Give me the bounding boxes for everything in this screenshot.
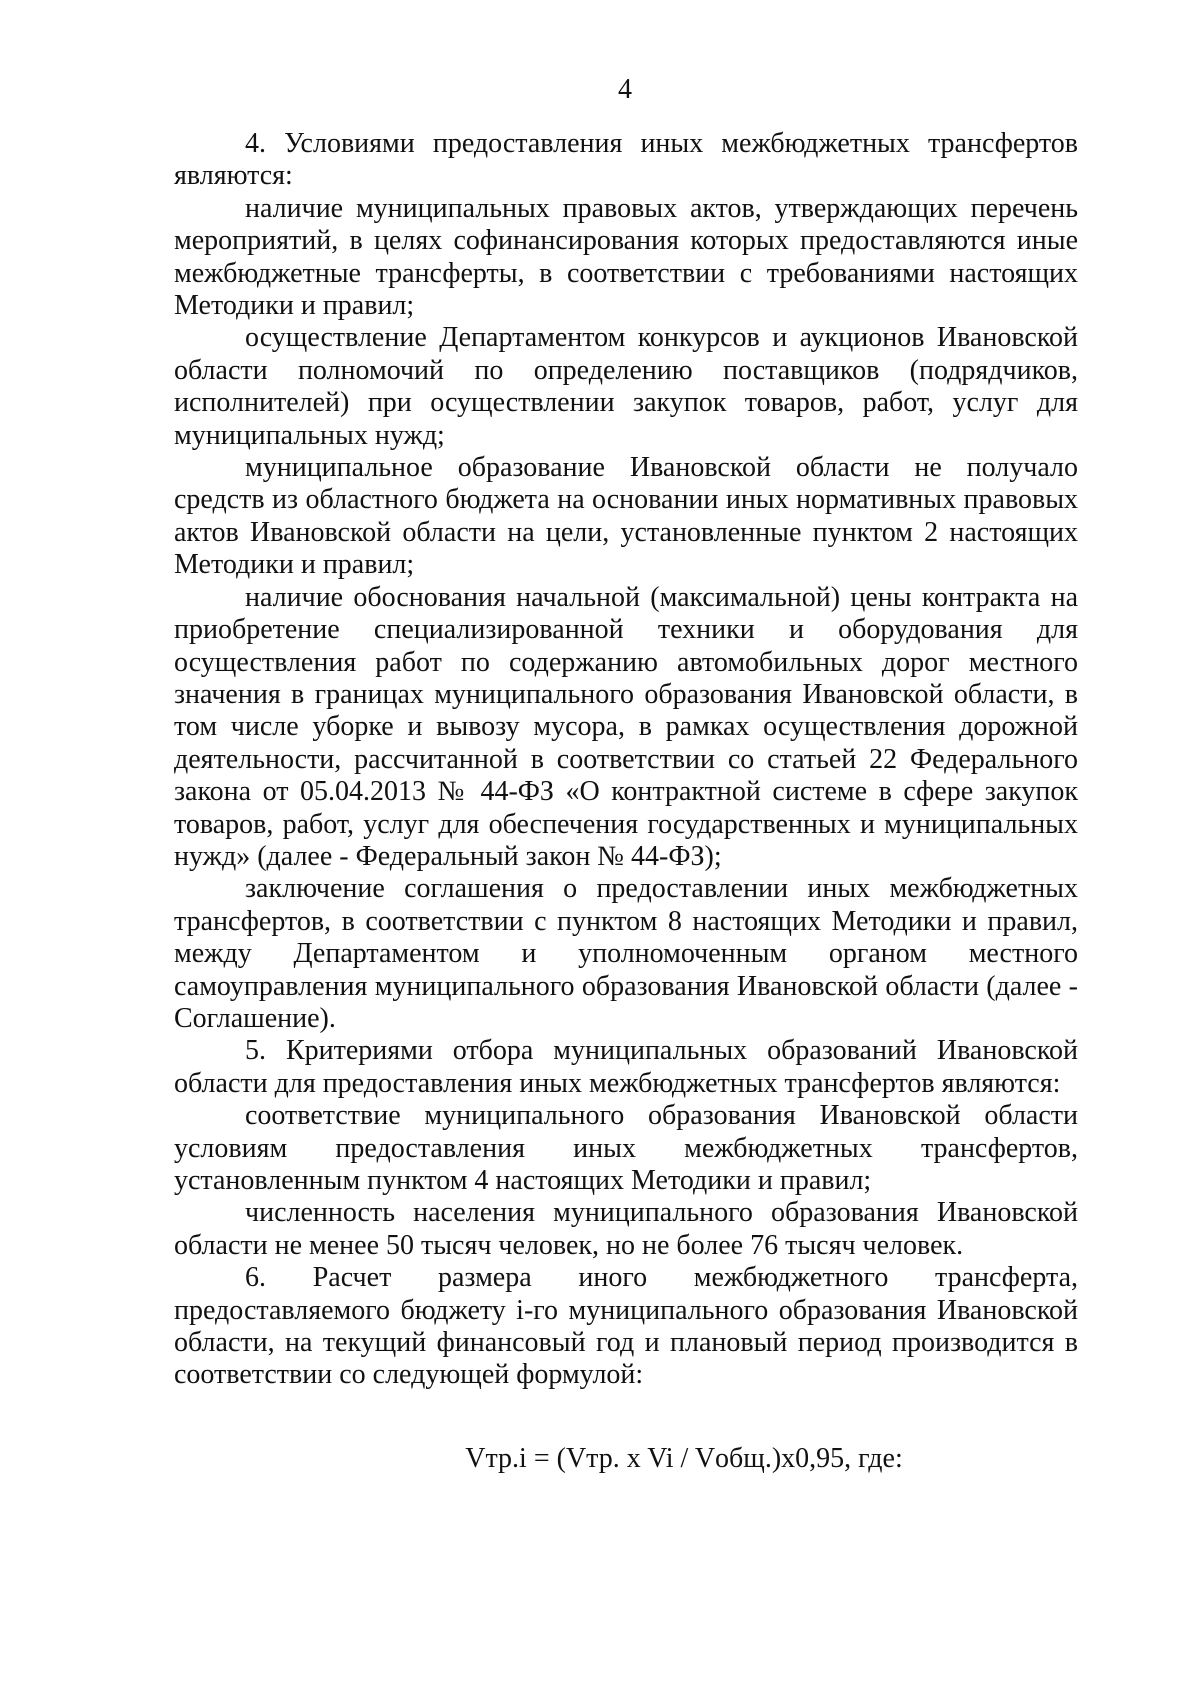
- condition-price-justification: наличие обоснования начальной (максимальной) цены контракта на приобретение специализированной техники и оборудования для осуществления работ по содержанию автомобильных дорог местного значения в границах муниципального образования Ивановской области, в том числе уборке и вывозу мусора, в рамках осуществления дорожной деятельности, рассчитанной в соответствии со статьей 22 Федерального закона от 05.04.2013 № 44-ФЗ «О контрактной системе в сфере закупок товаров, работ, услуг для обеспечения государственных и муниципальных нужд» (далее - Федеральный закон № 44-ФЗ);: [174, 581, 1078, 872]
- condition-no-other-funding: муниципальное образование Ивановской области не получало средств из областного бюджета на основании иных нормативных правовых актов Ивановской области на цели, установленные пунктом 2 настоящих Методики и правил;: [174, 452, 1078, 581]
- paragraph-4-conditions: 4. Условиями предоставления иных межбюджетных трансфертов являются:: [174, 128, 1078, 192]
- page-number: 4: [618, 74, 632, 105]
- criterion-population: численность населения муниципального образования Ивановской области не менее 50 тысяч человек, но не более 76 тысяч человек.: [174, 1197, 1078, 1261]
- criterion-compliance: соответствие муниципального образования Ивановской области условиям предоставления иных межбюджетных трансфертов, установленным пунктом 4 настоящих Методики и правил;: [174, 1100, 1078, 1196]
- document-body: [174, 128, 1078, 1392]
- paragraph-5-criteria: 5. Критериями отбора муниципальных образований Ивановской области для предоставления иных межбюджетных трансфертов являются:: [174, 1035, 1078, 1099]
- condition-agreement: заключение соглашения о предоставлении иных межбюджетных трансфертов, в соответствии с пунктом 8 настоящих Методики и правил, между Департаментом и уполномоченным органом местного самоуправления муниципального образования Ивановской области (далее - Соглашение).: [174, 873, 1078, 1034]
- condition-procurement-authority: осуществление Департаментом конкурсов и аукционов Ивановской области полномочий по определению поставщиков (подрядчиков, исполнителей) при осуществлении закупок товаров, работ, услуг для муниципальных нужд;: [174, 322, 1078, 451]
- paragraph-6-calculation: 6. Расчет размера иного межбюджетного трансферта, предоставляемого бюджету i-го муниципального образования Ивановской области, на текущий финансовый год и плановый период производится в соответствии со следующей формулой:: [174, 1262, 1078, 1391]
- transfer-formula: Vтр.i = (Vтр. x Vi / Vобщ.)x0,95, где:: [465, 1443, 903, 1474]
- condition-municipal-acts: наличие муниципальных правовых актов, утверждающих перечень мероприятий, в целях софинансирования которых предоставляются иные межбюджетные трансферты, в соответствии с требованиями настоящих Методики и правил;: [174, 192, 1078, 322]
